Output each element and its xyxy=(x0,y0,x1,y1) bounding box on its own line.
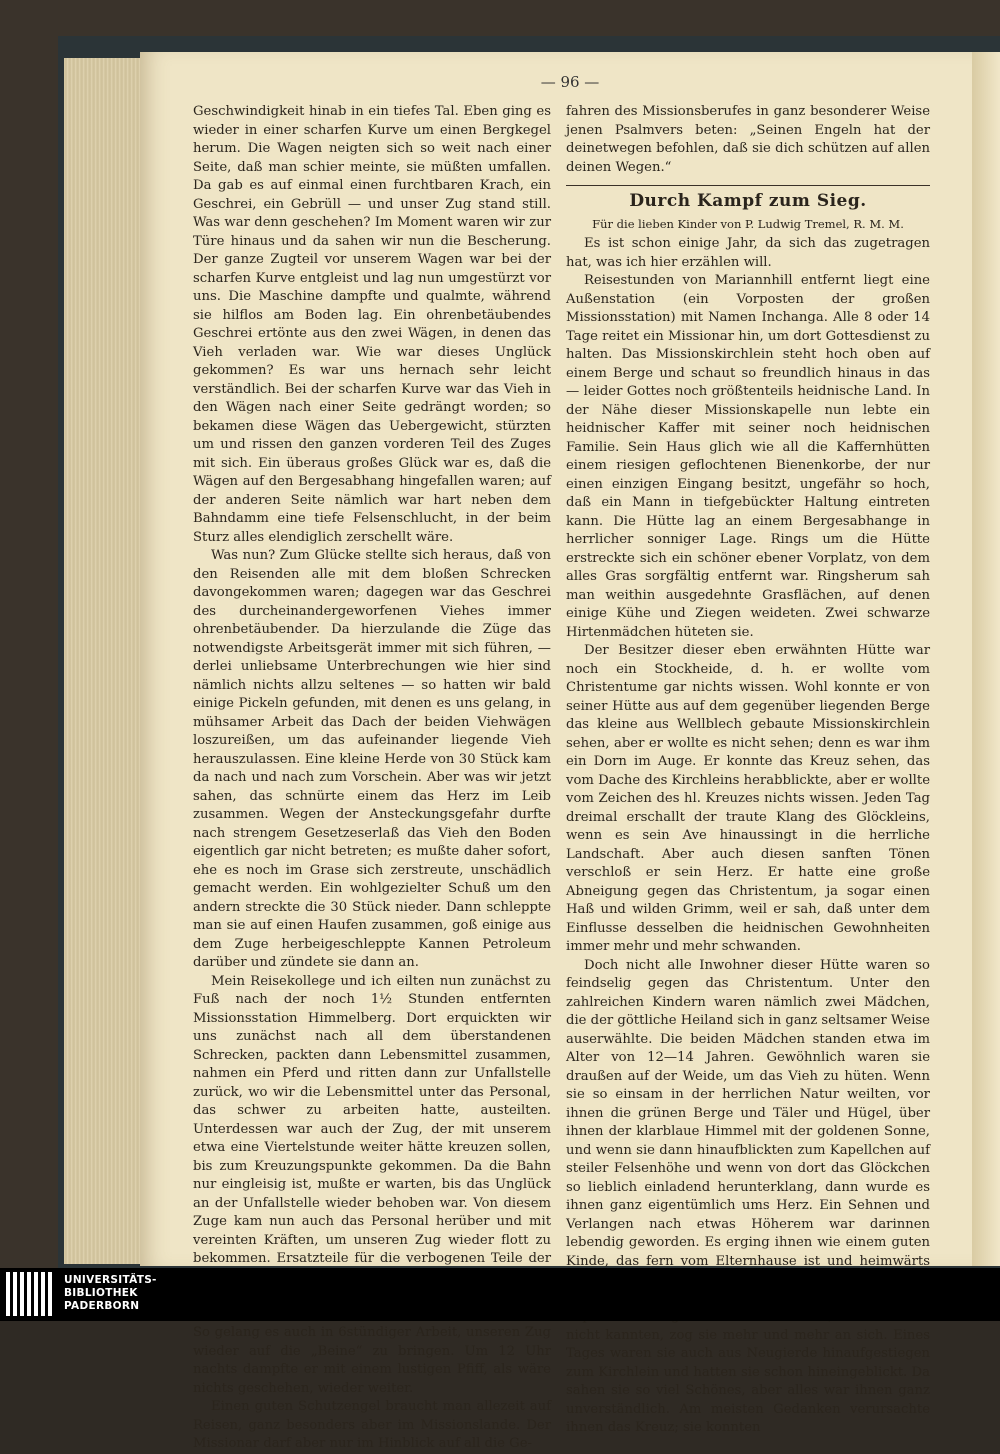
facing-page-edge xyxy=(972,52,1000,1266)
library-logo-icon xyxy=(6,1272,54,1316)
section-divider xyxy=(566,185,930,186)
library-name xyxy=(64,1274,157,1313)
article-byline: Für die lieben Kinder von P. Ludwig Tremel, R. M. M. xyxy=(592,216,904,231)
left-paragraph-1: Geschwindigkeit hinab in ein tiefes Tal. Eben ging es wieder in einer scharfen Kurve um einen Bergkegel herum. Die Wagen neigten sich so weit nach einer Seite, daß man schier meinte, sie müßten umfallen. Da gab es auf einmal einen furchtbaren Krach, ein Geschrei, ein Gebrüll — und unser Zug stand still. Was war denn geschehen? Im Moment waren wir zur Türe hinaus und da sahen wir nun die Bescherung. Der ganze Zugteil vor unserem Wagen war bei der scharfen Kurve entgleist und lag nun umgestürzt vor uns. Die Maschine dampfte und qualmte, während sie hilflos am Boden lag. Ein ohrenbetäubendes Geschrei ertönte aus den zwei Wägen, in denen das Vieh verladen war. Wie war dieses Unglück gekommen? Es war uns hernach sehr leicht verständlich. Bei der scharfen Kurve war das Vieh in den Wägen nach einer Seite gedrängt worden; so bekamen diese Wägen das Uebergewicht, stürzten um und rissen den ganzen vorderen Teil des Zuges mit sich. Ein überaus großes Glück war es, daß die Wägen auf den Bergesabhang hingefallen waren; auf der anderen Seite nämlich war hart neben dem Bahndamm eine tiefe Felsenschlucht, in der beim Sturz alles elendiglich zerschellt wäre. xyxy=(193,104,551,545)
left-paragraph-4: Einen guten Schutzengel braucht man allezeit auf Reisen, ganz besonders aber im Missionslande. Der Missionar darf aber nur im Hinblick auf all die Ge- xyxy=(193,1399,551,1451)
right-paragraph-3: Der Besitzer dieser eben erwähnten Hütte war noch ein Stockheide, d. h. er wollte vom Christentume gar nichts wissen. Wohl konnte er von seiner Hütte aus auf dem gegenüber liegenden Berge das kleine aus Wellblech gebaute Missionskirchlein sehen, aber er wollte es nicht sehen; denn es war ihm ein Dorn im Auge. Er konnte das Kreuz sehen, das vom Dache des Kirchleins herabblickte, aber er wollte vom Zeichen des hl. Kreuzes nichts wissen. Jeden Tag dreimal erschallt der traute Klang des Glöckleins, wenn es sein Ave hinaussingt in die herrliche Landschaft. Aber auch diesen sanften Tönen verschloß er sein Herz. Er hatte eine große Abneigung gegen das Christentum, ja sogar einen Haß und wilden Grimm, weil er sah, daß unter dem Einflusse desselben die heidnischen Gewohnheiten immer mehr und mehr schwanden. xyxy=(566,643,930,954)
page-number: — 96 — xyxy=(540,73,600,91)
right-paragraph-1: Es ist schon einige Jahr, da sich das zugetragen hat, was ich hier erzählen will. xyxy=(566,236,930,270)
article-title: Durch Kampf zum Sieg. xyxy=(629,191,867,211)
left-column xyxy=(193,103,551,1454)
right-column xyxy=(566,103,930,1438)
right-paragraph-2: Reisestunden von Mariannhill entfernt liegt eine Außenstation (ein Vorposten der großen Missionsstation) mit Namen Inchanga. Alle 8 oder 14 Tage reitet ein Missionar hin, um dort Gottesdienst zu halten. Das Missionskirchlein steht hoch oben auf einem Berge und schaut so freundlich hinaus in das — leider Gottes noch größtenteils heidnische Land. In der Nähe dieser Missionskapelle nun lebte ein heidnischer Kaffer mit seiner noch heidnischen Familie. Sein Haus glich wie all die Kaffernhütten einem riesigen geflochtenen Bienenkorbe, der nur einen einzigen Eingang besitzt, ungefähr so hoch, daß ein Mann in tiefgebückter Haltung eintreten kann. Die Hütte lag an einem Bergesabhange in herrlicher sonniger Lage. Rings um die Hütte erstreckte sich ein schöner ebener Vorplatz, von dem alles Gras sorgfältig entfernt war. Ringsherum sah man weithin ausgedehnte Grasflächen, auf denen einige Kühe und Ziegen weideten. Zwei schwarze Hirtenmädchen hüteten sie. xyxy=(566,273,930,640)
right-intro-paragraph: fahren des Missionsberufes in ganz besonderer Weise jenen Psalmvers beten: „Seinen Engeln hat der deinetwegen befohlen, daß sie dich schützen auf allen deinen Wegen.“ xyxy=(566,104,930,175)
library-name-line-2: BIBLIOTHEK xyxy=(64,1287,138,1299)
right-paragraph-4: Doch nicht alle Inwohner dieser Hütte waren so feindselig gegen das Christentum. Unter den zahlreichen Kindern waren nämlich zwei Mädchen, die der göttliche Heiland sich in ganz seltsamer Weise auserwählte. Die beiden Mädchen standen etwa im Alter von 12—14 Jahren. Gewöhnlich waren sie draußen auf der Weide, um das Vieh zu hüten. Wenn sie so einsam in der herrlichen Natur weilten, vor ihnen die grünen Berge und Täler und Hügel, über ihnen der klarblaue Himmel mit der goldenen Sonne, und wenn sie dann hinaufblickten zum Kapellchen auf steiler Felsenhöhe und wenn von dort das Glöckchen so lieblich einladend herunterklang, dann wurde es ihnen ganz eigentümlich ums Herz. Ein Sehnen und Verlangen nach etwas Höherem war darinnen lebendig geworden. Es erging ihnen wie einem guten Kinde, das fern vom Elternhause ist und heimwärts nicht kannten, zog sie mehr und mehr an sich. Eines Tages waren sie auch aus Neugierde hinaufgestiegen zum Kirchlein und hatten sie schon hineingeblickt. Da sahen sie so viel Schönes, aber alles war ihnen ganz unverständlich. Am meisten Gedanken verursachte ihnen das Kreuz; sie konnten xyxy=(566,957,930,1435)
left-paragraph-3: Mein Reisekollege und ich eilten nun zunächst zu Fuß nach der noch 1½ Stunden entfernten Missionsstation Himmelberg. Dort erquickten wir uns zunächst nach all dem überstandenen Schrecken, packten dann Lebensmittel zusammen, nahmen ein Pferd und ritten dann zur Unfallstelle zurück, wo wir die Lebensmittel unter das Personal, das schwer zu arbeiten hatte, austeilten. Unterdessen war auch der Zug, der mit unserem etwa eine Viertelstunde weiter hätte kreuzen sollen, bis zum Kreuzungspunkte gekommen. Da die Bahn nur eingleisig ist, mußte er warten, bis das Unglück an der Unfallstelle wieder behoben war. Von diesem Zuge kam nun auch das Personal herüber und mit vereinten Kräften, um unseren Zug wieder flott zu bekommen. Ersatzteile für die verbogenen Teile der So gelang es auch in 6stündiger Arbeit, unseren Zug wieder auf die „Beine“ zu bringen. Um 12 Uhr nachts dampfte er mit einem lustigen Pfiff, als wäre nichts geschehen, wieder weiter. xyxy=(193,973,551,1396)
library-name-line-3: PADERBORN xyxy=(64,1300,140,1312)
library-name-line-1: UNIVERSITÄTS- xyxy=(64,1274,157,1286)
page-stack-edge xyxy=(64,58,149,1264)
left-paragraph-2: Was nun? Zum Glücke stellte sich heraus, daß von den Reisenden alle mit dem bloßen Schrecken davongekommen waren; dagegen war das Geschrei des durcheinandergeworfenen Viehes immer ohrenbetäubender. Da hierzulande die Züge das notwendigste Arbeitsgerät immer mit sich führen, — derlei unliebsame Unterbrechungen wie hier sind nämlich nichts allzu seltenes — so hatten wir bald einige Pickeln gefunden, mit denen es uns gelang, in mühsamer Arbeit das Dach der beiden Viehwägen loszureißen, um das aufeinander liegende Vieh herauszulassen. Eine kleine Herde von 30 Stück kam da nach und nach zum Vorschein. Aber was wir jetzt sahen, das schnürte einem das Herz im Leib zusammen. Wegen der Ansteckungsgefahr durfte nach strengem Gesetzeserlaß das Vieh den Boden eigentlich gar nicht betreten; es mußte daher sofort, ehe es noch im Grase sich zerstreute, unschädlich gemacht werden. Ein wohlgezielter Schuß um den andern streckte die 30 Stück nieder. Dann schleppte man sie auf einen Haufen zusammen, goß einige aus dem Zuge herbeigeschleppte Kannen Petroleum darüber und zündete sie dann an. xyxy=(193,548,551,970)
